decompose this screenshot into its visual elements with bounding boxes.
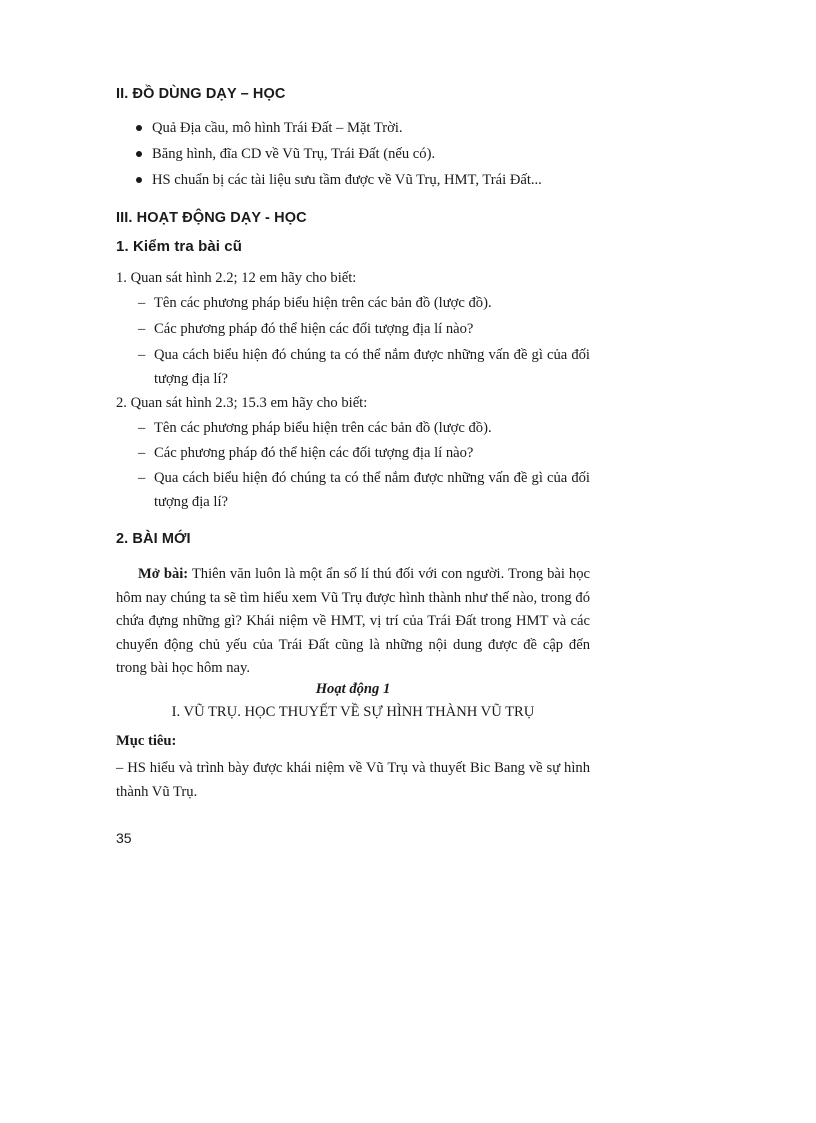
bullet-icon [136, 125, 142, 131]
dash-marker: – [138, 470, 146, 486]
activity-title [116, 681, 590, 698]
dash-marker: – [138, 445, 146, 461]
objective-text: – HS hiểu và trình bày được khái niệm về Vũ Trụ và thuyết Bic Bang về sự hình thành Vũ Trụ. [116, 760, 590, 800]
bullet-icon [136, 177, 142, 183]
dash-marker: – [138, 321, 146, 337]
activity-title-text: Hoạt động 1 [315, 681, 391, 697]
list-item: Tên các phương pháp biểu hiện trên các bản đồ (lược đồ). [154, 295, 492, 311]
dash-marker: – [138, 347, 146, 363]
activity-heading: I. VŨ TRỤ. HỌC THUYẾT VỀ SỰ HÌNH THÀNH VŨ TRỤ [171, 704, 535, 720]
list-item: Các phương pháp đó thể hiện các đối tượng địa lí nào? [154, 321, 474, 337]
intro-paragraph [116, 563, 590, 681]
list-item: HS chuẩn bị các tài liệu sưu tầm được về Vũ Trụ, HMT, Trái Đất... [152, 172, 542, 188]
subheading-new-lesson: 2. BÀI MỚI [116, 531, 191, 547]
list-item: Tên các phương pháp biểu hiện trên các bản đồ (lược đồ). [154, 420, 492, 436]
section-heading-activities: III. HOẠT ĐỘNG DẠY - HỌC [116, 210, 307, 226]
bullet-icon [136, 151, 142, 157]
dash-marker: – [138, 295, 146, 311]
objective-label: Mục tiêu: [116, 733, 177, 749]
list-item: Quả Địa cầu, mô hình Trái Đất – Mặt Trời. [152, 120, 403, 136]
question-2: 2. Quan sát hình 2.3; 15.3 em hãy cho biết: [116, 395, 368, 411]
section-heading-materials: II. ĐỒ DÙNG DẠY – HỌC [116, 86, 286, 102]
intro-label: Mở bài: [138, 566, 189, 582]
list-item: Qua cách biểu hiện đó chúng ta có thể nắm được những vấn đề gì của đối tượng địa lí? [154, 470, 590, 510]
intro-text: Thiên văn luôn là một ẩn số lí thú đối với con người. Trong bài học hôm nay chúng ta sẽ tìm hiểu xem Vũ Trụ được hình thành như thế nào, trong đó chứa đựng những gì? Khái niệm về HMT, vị trí của Trái Đất trong HMT và các chuyển động chủ yếu của Trái Đất cũng là những nội dung được đề cập đến trong bài học hôm nay. [116, 566, 590, 676]
dash-marker: – [138, 420, 146, 436]
list-item: Các phương pháp đó thể hiện các đối tượng địa lí nào? [154, 445, 474, 461]
page-number: 35 [116, 830, 132, 846]
subheading-review: 1. Kiểm tra bài cũ [116, 238, 243, 255]
question-1: 1. Quan sát hình 2.2; 12 em hãy cho biết: [116, 270, 357, 286]
list-item: Băng hình, đĩa CD về Vũ Trụ, Trái Đất (nếu có). [152, 146, 436, 162]
list-item: Qua cách biểu hiện đó chúng ta có thể nắm được những vấn đề gì của đối tượng địa lí? [154, 347, 590, 387]
